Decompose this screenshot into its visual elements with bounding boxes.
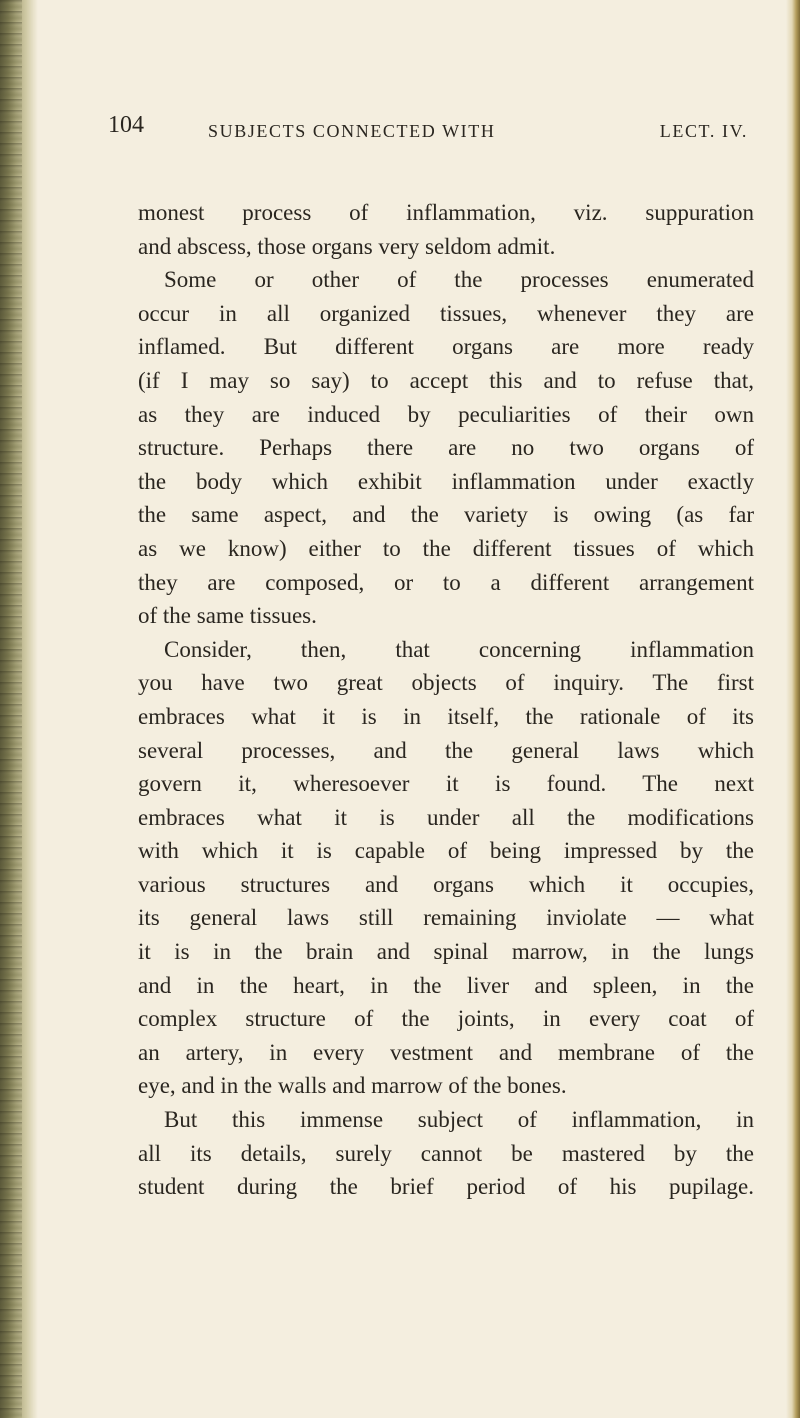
text-line: monest process of inflammation, viz. suppuration [138, 200, 754, 225]
text-line: with which it is capable of being impressed by the [138, 838, 754, 864]
text-line: as they are induced by peculiarities of their own [138, 401, 754, 427]
text-line: and abscess, those organs very seldom admit. [138, 233, 556, 259]
text-line: all its details, surely cannot be mastered by the [138, 1140, 754, 1166]
text-line: it is in the brain and spinal marrow, in the lungs [138, 939, 754, 965]
text-line: as we know) either to the different tissues of which [138, 535, 754, 561]
text-line: But this immense subject of inflammation, in [164, 1107, 754, 1133]
text-line: its general laws still remaining inviolate — what [138, 905, 754, 931]
text-line: the same aspect, and the variety is owing (as far [138, 502, 754, 528]
text-line: complex structure of the joints, in every coat of [138, 1006, 754, 1032]
text-line: and in the heart, in the liver and spleen, in the [138, 972, 754, 998]
text-line: several processes, and the general laws which [138, 737, 754, 763]
text-line: structure. Perhaps there are no two organs of [138, 435, 754, 461]
text-line: embraces what it is in itself, the rationale of its [138, 703, 754, 729]
text-line: inflamed. But different organs are more ready [138, 334, 754, 360]
text-line: they are composed, or to a different arrangement [138, 569, 754, 595]
lecture-reference: LECT. IV. [659, 121, 748, 141]
text-line: (if I may so say) to accept this and to refuse that, [138, 367, 754, 393]
text-line: you have two great objects of inquiry. The first [138, 670, 754, 696]
binding-edge-left [0, 0, 38, 1418]
running-header [108, 112, 760, 152]
page-edge-right [786, 0, 800, 1418]
text-line: govern it, wheresoever it is found. The next [138, 771, 754, 797]
text-line: embraces what it is under all the modifications [138, 804, 754, 830]
text-line: various structures and organs which it occupies, [138, 871, 754, 897]
text-line: eye, and in the walls and marrow of the bones. [138, 1073, 567, 1099]
body-text [138, 196, 754, 1204]
text-line: the body which exhibit inflammation under exactly [138, 468, 754, 494]
text-line: student during the brief period of his pupilage. [138, 1174, 754, 1200]
text-line: Some or other of the processes enumerated [164, 267, 754, 293]
page-number: 104 [108, 112, 144, 138]
text-line: occur in all organized tissues, whenever they are [138, 300, 754, 326]
running-title: SUBJECTS CONNECTED WITH [208, 121, 496, 141]
text-line: an artery, in every vestment and membrane of the [138, 1039, 754, 1065]
book-page [108, 112, 760, 1200]
text-line: Consider, then, that concerning inflammation [164, 636, 754, 662]
text-line: of the same tissues. [138, 603, 317, 629]
